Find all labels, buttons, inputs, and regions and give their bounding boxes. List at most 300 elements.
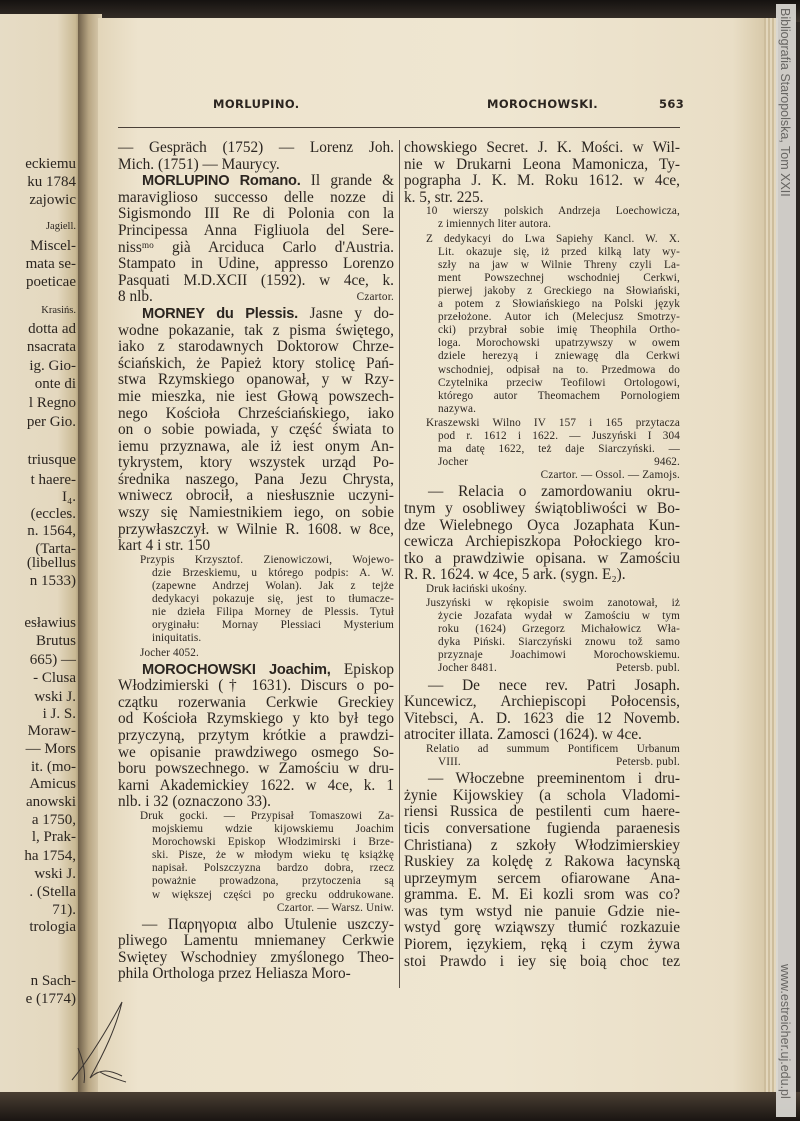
line-text: stwa Rzymskiego opanował, y w Rzy- <box>118 371 394 389</box>
line-text: cewicza Archiepiszkopa Połockiego kro- <box>404 533 680 551</box>
text-line <box>118 695 394 712</box>
text-line <box>118 157 394 174</box>
text-line <box>118 647 394 660</box>
fragment-line: ku 1784 <box>27 174 76 190</box>
text-line <box>118 889 394 902</box>
fragment-line: 665) — <box>29 652 76 668</box>
line-text: on o sobie powiada, y część świata to <box>118 421 394 439</box>
text-line <box>118 794 394 811</box>
text-line <box>118 761 394 778</box>
line-text: żynie Kijowskiey (a schola Vladomi- <box>404 786 680 804</box>
line-text: Lit. okazuje się, iż przed kilką laty wy- <box>438 245 680 258</box>
text-line <box>118 140 394 157</box>
fragment-line: onte di <box>34 376 76 392</box>
text-line <box>404 649 680 662</box>
text-line <box>118 632 394 645</box>
text-line <box>118 678 394 695</box>
fragment-line: (libellus <box>26 555 76 571</box>
line-text: Jocher 8481. <box>438 662 497 675</box>
fragment-line: Brutus <box>35 633 76 649</box>
fragment-line: l, Prak- <box>31 829 76 845</box>
line-text: nazywa. <box>438 402 477 415</box>
text-line <box>404 678 680 695</box>
text-line <box>118 339 394 356</box>
text-line <box>404 456 680 469</box>
line-text: was tym wstyd nie panuie Gdzie nie- <box>404 902 680 920</box>
line-text: Włodzimierski († 1631). Discurs o po- <box>118 677 394 695</box>
line-text: Ruskiey za kolędę z Rakowa łacynską <box>404 853 680 871</box>
text-line <box>404 337 680 350</box>
line-text: dedykacyi pokazuje się, jest to tłumacze- <box>152 593 394 606</box>
text-line <box>118 273 394 290</box>
line-text: przyznaje Joachimowi Morochowskiemu. <box>438 649 680 662</box>
facing-page-text <box>0 14 78 1094</box>
text-line <box>118 567 394 580</box>
line-text: Druk gocki. — Przypisał Tomaszowi Za- <box>140 809 394 822</box>
text-line <box>118 488 394 505</box>
fragment-line: I₄. <box>62 489 76 505</box>
line-text: Piorem, ięzykiem, ręką i czym żywa <box>404 936 680 954</box>
line-text: Stampato in Udine, appresso Lorenzo <box>118 255 394 273</box>
line-text: we opisanie prawdziwego osmego So- <box>118 743 394 761</box>
line-text: ment Powszechnej wschodniej Cerkwi, <box>438 271 680 284</box>
fragment-line: wski J. <box>34 866 76 882</box>
line-text: uprzeymym sercem ofiarowane Ana- <box>404 869 680 887</box>
line-text: oryginału: Mornay Plessiaci Mysterium <box>152 619 394 632</box>
text-line <box>404 788 680 805</box>
entry-text <box>404 678 680 744</box>
bibliographic-note <box>404 205 680 231</box>
line-text: roku (1624) Grzegorz Michałowicz Wła- <box>438 623 680 636</box>
fragment-line: mata se- <box>25 256 76 272</box>
text-line <box>118 810 394 823</box>
text-line <box>404 218 680 231</box>
line-text: Jasne y do- <box>298 304 394 322</box>
line-text: Juszyński w rękopisie swoim zanotował, iż <box>426 597 680 609</box>
text-line <box>118 606 394 619</box>
left-column <box>118 140 394 983</box>
line-text: poważnie prowadzona, przytoczenia są <box>152 875 394 888</box>
line-text: wodne pokazanie, tak z pisma świętego, <box>118 321 394 339</box>
line-text: atrociter illata. Zamosci (1624). w 4ce. <box>404 726 642 744</box>
line-text: od Kościoła Rzymskiego y kto był tego <box>118 710 394 728</box>
library-holding: Petersb. publ. <box>615 756 680 769</box>
line-text: wstyd gorę wziąwszy tłumić rozkazuie <box>404 919 680 937</box>
line-text: cki) przybrał sobie imię Theophila Ortho- <box>438 324 680 337</box>
line-text: phila Orthologa przez Heliasza Moro- <box>118 965 351 983</box>
library-holding: Petersb. publ. <box>615 662 680 675</box>
text-line <box>404 246 680 259</box>
text-line <box>404 838 680 855</box>
entry-heading: MORNEY du Plessis. <box>142 305 299 322</box>
fragment-line: ha 1754, <box>24 848 76 864</box>
bibliographic-note <box>118 810 394 915</box>
text-line <box>118 389 394 406</box>
line-text: mie mieszka, nie iest Głową powszech- <box>118 387 394 405</box>
text-line <box>118 966 394 983</box>
line-text: szły na jaw w Wilnie Threny czyli La- <box>438 258 680 271</box>
text-line <box>404 904 680 921</box>
line-text: mojskiemu wdzie kijowskiemu Joachim <box>152 823 394 836</box>
bibliographic-note <box>404 597 680 676</box>
line-text: w większej części po grecku oddrukowane. <box>152 888 394 901</box>
line-text: Kuncewicz, Archiepiscopi Połocensis, <box>404 693 680 711</box>
library-holding: Czartor. — Ossol. — Zamojs. <box>540 469 680 482</box>
fragment-line: n. 1564, <box>27 523 76 539</box>
text-line <box>118 950 394 967</box>
line-text: maraviglioso successo delle nozze di <box>118 188 394 206</box>
bibliographic-note <box>404 743 680 769</box>
fragment-line: — Mors <box>25 741 76 757</box>
line-text: — De nece rev. Patri Josaph. <box>428 676 680 694</box>
line-text: ski. Pisze, że w młodym wieku tę książkę <box>152 849 394 862</box>
fragment-line: zajowic <box>29 192 76 208</box>
line-text: Il grande & <box>300 172 395 190</box>
text-line <box>404 610 680 623</box>
fragment-line: ig. Gio- <box>29 358 76 374</box>
entry <box>118 173 394 306</box>
line-text: napisał. Polszczyzna bardzo dobra, rzecz <box>152 862 394 875</box>
fragment-line: - Clusa <box>33 670 76 686</box>
text-line <box>404 430 680 443</box>
line-text: dziele herezyą i zniewagę dla Cerkwi <box>438 350 680 363</box>
line-text: kart 4 i str. 150 <box>118 537 211 555</box>
entry-text <box>404 140 680 206</box>
text-line <box>404 756 680 769</box>
text-line <box>118 580 394 593</box>
text-line <box>118 875 394 888</box>
line-text: pliwego Lamentu mniemaney Cerkwie <box>118 932 394 950</box>
line-text: czątku rozerwania Cerkwie Greckiey <box>118 693 394 711</box>
entry-heading: MORLUPINO Romano. <box>142 173 301 190</box>
text-line <box>404 854 680 871</box>
fragment-line: it. (mo- <box>31 759 76 775</box>
line-text: k. 5, str. 225. <box>404 188 484 206</box>
line-text: boru powszechnego. w Zamościu w dru- <box>118 760 394 778</box>
fragment-line: nsacrata <box>26 339 76 355</box>
fragment-line: trologia <box>29 919 76 935</box>
entry-text <box>404 771 680 970</box>
entry-text <box>404 484 680 584</box>
line-text: dzie Brzeskiemu, u którego podpis: A. W. <box>152 566 394 579</box>
page-number: 563 <box>659 97 685 111</box>
text-line <box>404 205 680 218</box>
line-text: nlb. i 32 (oznaczono 33). <box>118 793 271 811</box>
line-text: pographa J. K. M. Roku 1612. w 4ce, <box>404 172 680 190</box>
line-text: VIII. <box>438 756 461 769</box>
text-line <box>404 298 680 311</box>
line-text: nissᵐᵒ già Arciduca Carlo d'Austria. <box>118 238 394 256</box>
fragment-line: (eccles. <box>30 506 76 522</box>
line-text: Vitebsci, A. D. 1623 die 12 Novemb. <box>404 709 680 727</box>
entry-heading: MOROCHOWSKI Joachim, <box>142 661 331 678</box>
text-line <box>404 403 680 416</box>
text-line <box>118 823 394 836</box>
text-line <box>404 443 680 456</box>
text-line <box>404 711 680 728</box>
line-text: chowskiego Secret. J. K. Mości. w Wil- <box>404 139 680 156</box>
line-text: pod r. 1612 i 1622. — Juszyński I 304 <box>438 429 680 442</box>
fragment-line: 71). <box>52 902 76 918</box>
fragment-line: i J. S. <box>42 706 76 722</box>
line-text: Principessa Anna Figliuola del Sere- <box>118 221 394 239</box>
text-line <box>404 636 680 649</box>
line-text: tnym y osobliwey świątobliwości w Bo- <box>404 499 680 517</box>
fragment-line: Krasińs. <box>41 305 76 316</box>
fragment-line: eckiemu <box>25 156 76 172</box>
fragment-line: t haere- <box>30 472 76 488</box>
text-line <box>404 727 680 744</box>
line-text: Mich. (1751) — Maurycy. <box>118 155 280 173</box>
line-text: iemu przyznawa, ale iż iest onym An- <box>118 437 394 455</box>
line-text: ticis conversatione fugienda paraenesis <box>404 819 680 837</box>
line-text: z imiennych liter autora. <box>438 218 552 231</box>
text-line <box>118 836 394 849</box>
text-line <box>404 350 680 363</box>
text-line <box>118 356 394 373</box>
text-line <box>118 902 394 915</box>
text-line <box>404 871 680 888</box>
line-text: ma datę 1622, też daje Siarczyński. — <box>438 443 680 456</box>
text-line <box>404 743 680 756</box>
line-text: (zapewne Andrzej Wolan). Jak z tejże <box>152 580 394 593</box>
fragment-line: e (1774) <box>25 991 76 1007</box>
archive-sidebar <box>776 4 796 1117</box>
text-line <box>404 364 680 377</box>
line-text: życie Jozafata wydał w Zamościu w tym <box>438 610 680 623</box>
fragment-line: triusque <box>27 452 76 468</box>
text-line <box>118 240 394 257</box>
fragment-line: poeticae <box>26 274 76 290</box>
text-line <box>118 406 394 423</box>
running-head-right: MOROCHOWSKI. <box>487 97 599 111</box>
text-line <box>118 439 394 456</box>
line-text: Z dedykacyi do Lwa Sapiehy Kancl. W. X. <box>426 232 680 245</box>
text-line <box>404 501 680 518</box>
text-line <box>118 554 394 567</box>
text-line <box>118 933 394 950</box>
entry-text <box>118 140 394 173</box>
fragment-line: Amicus <box>29 776 76 792</box>
text-line <box>404 937 680 954</box>
text-line <box>118 455 394 472</box>
text-line <box>404 804 680 821</box>
text-line <box>404 311 680 324</box>
archive-title: Bibliografia Staropolska, Tom XXII <box>778 8 792 197</box>
text-line <box>404 390 680 403</box>
bibliographic-note <box>404 583 680 596</box>
text-line <box>118 917 394 934</box>
text-line <box>118 538 394 555</box>
line-text: Episkop <box>330 660 394 678</box>
line-text: którego autor Theomachem Pornologiem <box>438 389 680 402</box>
text-line <box>118 778 394 795</box>
entry-text <box>118 917 394 983</box>
line-text: karni Akademickiey 1622. w 4ce, k. 1 <box>118 776 394 794</box>
text-line <box>118 849 394 862</box>
line-text: 10 wierszy polskich Andrzeja Loechowicza, <box>426 205 680 218</box>
text-line <box>118 256 394 273</box>
entry <box>118 662 394 811</box>
entry <box>118 306 394 555</box>
fragment-line: per Gio. <box>26 414 76 430</box>
line-text: 8 nlb. <box>118 288 153 306</box>
bibliographic-note <box>118 554 394 646</box>
fragment-line: n 1533) <box>29 573 76 589</box>
line-text: tykrystem, ktory wszystek urząd Po- <box>118 454 394 472</box>
line-text: średnika naszego, Pana Jezu Chrysta, <box>118 470 394 488</box>
line-text: Morochowski Episkop Włodzimirski i Brze- <box>152 836 394 849</box>
line-text: Jocher 4052. <box>140 646 199 659</box>
running-head-left: MORLUPINO. <box>213 97 300 111</box>
fragment-line: . (Stella <box>29 884 76 900</box>
archive-url: www.estreicher.uj.edu.pl <box>778 964 792 1099</box>
fragment-line: Miscel- <box>30 238 76 254</box>
text-line <box>118 306 394 323</box>
text-line <box>404 954 680 971</box>
text-line <box>404 534 680 551</box>
fragment-line: dotta ad <box>28 321 76 337</box>
text-line <box>118 190 394 207</box>
text-line <box>118 662 394 679</box>
text-line <box>118 206 394 223</box>
line-text: — Relacia o zamordowaniu okru- <box>428 483 680 501</box>
text-line <box>404 285 680 298</box>
text-line <box>404 324 680 337</box>
text-line <box>118 422 394 439</box>
line-text: gramma. E. M. Ei kozli srom was co? <box>404 886 680 904</box>
line-text: Pasquati M.D.XCII (1592). w 4ce, k. <box>118 271 394 289</box>
line-text: dze Wielebnego Oyca Jozaphata Kun- <box>404 516 680 534</box>
text-line <box>404 484 680 501</box>
line-text: Christiana) z szkoły Włodzimierskiey <box>404 836 680 854</box>
text-line <box>118 289 394 306</box>
library-holding: Czartor. — Warsz. Uniw. <box>276 901 394 914</box>
column-divider <box>399 140 400 988</box>
text-line <box>118 619 394 632</box>
bibliographic-note <box>404 417 680 482</box>
text-line <box>118 711 394 728</box>
line-text: — Gespräch (1752) — Lorenz Joh. <box>118 139 394 156</box>
text-line <box>404 259 680 272</box>
fragment-line: (Tarta- <box>35 541 76 557</box>
text-line <box>118 173 394 190</box>
line-text: loga. Morochowski upatrzywszy w owem <box>438 337 680 350</box>
text-line <box>404 140 680 157</box>
line-text: Czytelnika przeciw Teofilowi Ortologowi, <box>438 376 680 389</box>
text-line <box>118 472 394 489</box>
text-line <box>118 862 394 875</box>
bibliographic-note <box>118 647 394 660</box>
text-line <box>404 920 680 937</box>
text-line <box>404 551 680 568</box>
line-text: dyka Piński. Siarczyński znowu tož samo <box>438 636 680 649</box>
line-text: Sigismondo III Re di Polonia con la <box>118 205 394 223</box>
text-line <box>404 157 680 174</box>
line-text: nego Kościoła Chrześciańskiego, iako <box>118 404 394 422</box>
text-line <box>404 417 680 430</box>
line-text: tko a prawdziwie opisana. w Zamościu <box>404 549 680 567</box>
text-line <box>118 593 394 606</box>
line-text: przełożone. Autor ich (Melecjusz Smotrzy- <box>438 311 680 324</box>
line-text: nie dzieła Filipa Morney de Plessis. Tytuł <box>152 606 394 619</box>
text-line <box>404 567 680 584</box>
line-text: przywłaszczył. w Wilnie R. 1608. w 8ce, <box>118 520 394 538</box>
text-line <box>404 662 680 675</box>
line-text: iako z starodawnych Doktorow Chrze- <box>118 338 394 356</box>
text-line <box>404 821 680 838</box>
line-text: iniquitatis. <box>152 632 202 645</box>
text-line <box>404 233 680 246</box>
text-line <box>118 372 394 389</box>
text-line <box>404 272 680 285</box>
text-line <box>404 173 680 190</box>
fragment-line: n Sach- <box>30 973 76 989</box>
library-holding: Czartor. <box>356 291 394 304</box>
text-line <box>118 505 394 522</box>
line-text: Swiętey Wschodniey zmyślonego Theo- <box>118 948 394 966</box>
text-line <box>404 771 680 788</box>
facing-page-fragment <box>0 14 82 1094</box>
fragment-line: Moraw- <box>27 723 76 739</box>
line-text: wniwecz obrocił, a niesłusznie uczyni- <box>118 487 394 505</box>
scan-bottom-edge <box>0 1092 800 1121</box>
text-line <box>118 745 394 762</box>
text-line <box>404 469 680 482</box>
line-text: ściańskich, że Papież ktory stolicę Pań- <box>118 354 394 372</box>
text-line <box>404 190 680 207</box>
line-text: Druk łaciński ukośny. <box>426 582 527 595</box>
text-line <box>404 518 680 535</box>
bibliographic-note <box>404 233 680 416</box>
library-signature-mark <box>60 998 140 1088</box>
text-line <box>404 583 680 596</box>
line-text: Jocher 9462. <box>438 456 680 469</box>
text-line <box>404 597 680 610</box>
fragment-line: wski J. <box>34 689 76 705</box>
line-text: Relatio ad summum Pontificem Urbanum <box>426 742 680 755</box>
line-text: wschodniej, odpisał na to. Przedmowa do <box>438 363 680 376</box>
line-text: pierwej jakoby z Greckiego na Słowiański, <box>438 284 680 297</box>
fragment-line: anowski <box>26 794 76 810</box>
text-line <box>118 522 394 539</box>
line-text: stoi Prawdo i iey się boią choc tez <box>404 952 680 970</box>
text-line <box>404 377 680 390</box>
line-text: — Παρηγορια albo Utulenie uszczy- <box>142 915 394 933</box>
text-line <box>118 223 394 240</box>
fragment-line: l Regno <box>28 395 76 411</box>
line-text: R. R. 1624. w 4ce, 5 ark. (sygn. E₂). <box>404 566 626 584</box>
fragment-line: esławius <box>24 615 76 631</box>
text-line <box>404 694 680 711</box>
line-text: Przypis Krzysztof. Zienowiczowi, Wojewo- <box>140 553 394 566</box>
line-text: a potem z Słowiańskiego na Polski język <box>438 298 680 311</box>
fragment-line: Jagiell. <box>45 221 76 232</box>
line-text: Kraszewski Wilno IV 157 i 165 przytacza <box>426 416 680 429</box>
line-text: nie w Drukarni Leona Mamonicza, Ty- <box>404 155 680 173</box>
text-line <box>404 887 680 904</box>
fragment-line: a 1750, <box>31 812 76 828</box>
line-text: przyczyną, przytym krótkie a prawdzi- <box>118 726 394 744</box>
header-rule <box>118 127 680 128</box>
text-line <box>118 323 394 340</box>
text-line <box>404 623 680 636</box>
line-text: wszy się Namiestnikiem iego, on sobie <box>118 504 394 522</box>
text-line <box>118 728 394 745</box>
line-text: riensi Russica de pestilenti cum haere- <box>404 803 680 821</box>
right-column <box>404 140 680 970</box>
line-text: — Włoczebne preeminentom i dru- <box>428 770 680 788</box>
